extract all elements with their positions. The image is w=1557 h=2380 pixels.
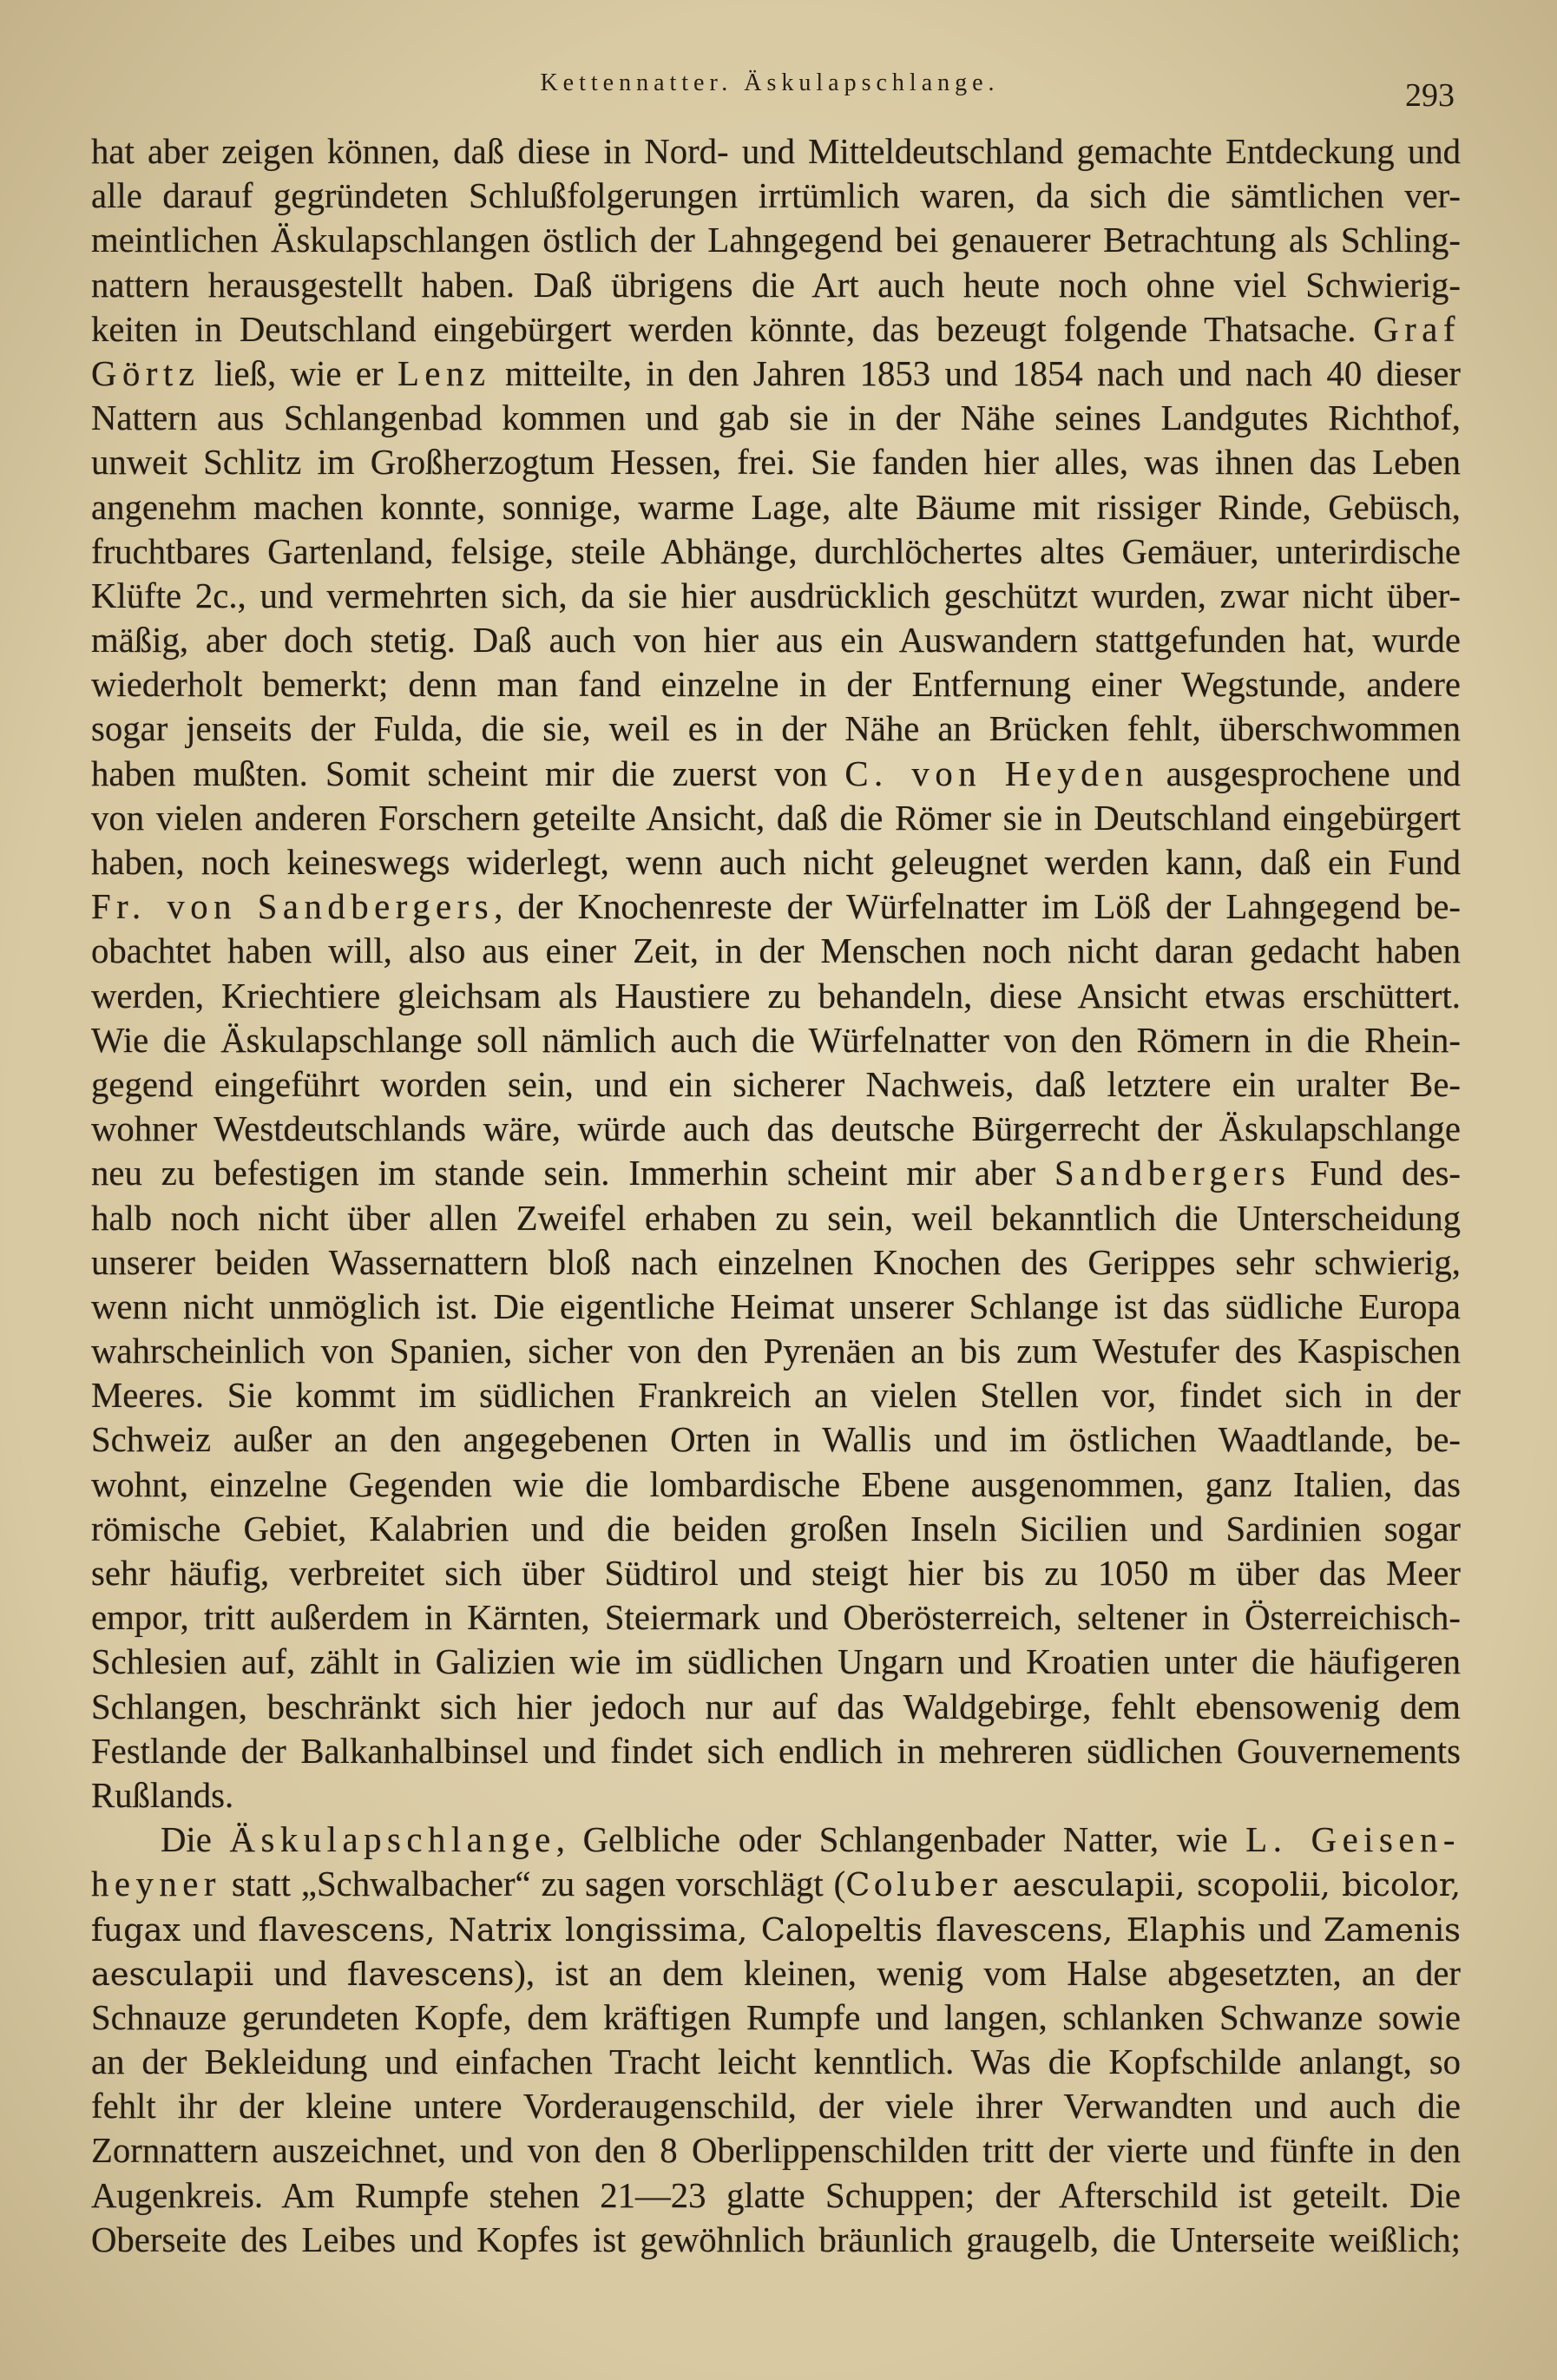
- text-line: [91, 1862, 1461, 1906]
- line-text: Nattern aus Schlangenbad kommen und gab sie in der Nähe seines Landgutes Richthof,: [91, 398, 1461, 438]
- text-line: [91, 929, 1461, 973]
- line-text: [91, 1954, 1461, 1993]
- line-text: wenn nicht unmöglich ist. Die eigentliche Heimat unserer Schlange ist das südliche Europa: [91, 1286, 1461, 1326]
- text-line: [91, 2218, 1461, 2262]
- emphasized-text: L. Geisen-: [1245, 1820, 1461, 1860]
- text-line: [91, 352, 1461, 396]
- body-text: keiten in Deutschland eingebürgert werden könnte, das bezeugt folgende Thatsache.: [91, 309, 1374, 349]
- running-title: Kettennatter. Äskulapschlange.: [540, 69, 1000, 96]
- line-text: empor, tritt außerdem in Kärnten, Steiermark und Oberösterreich, seltener in Österreichisch-: [91, 1598, 1461, 1638]
- text-line: [91, 707, 1461, 751]
- paragraph: [91, 1818, 1461, 2262]
- text-line: [91, 1507, 1461, 1551]
- latin-name-emphasized-text: Coluber: [845, 1866, 1002, 1904]
- latin-name-text: Zamenis: [1324, 1910, 1461, 1949]
- text-line: [91, 263, 1461, 307]
- text-line: [91, 1285, 1461, 1329]
- text-line: [91, 1773, 1461, 1818]
- text-line: [91, 752, 1461, 796]
- line-text: Schnauze gerundeten Kopfe, dem kräftigen Rumpfe und langen, schlanken Schwanze sowie: [91, 1997, 1461, 2037]
- emphasized-text: C. von Heyden: [844, 753, 1149, 793]
- text-line: [91, 1018, 1461, 1062]
- line-text: Oberseite des Leibes und Kopfes ist gewöhnlich bräunlich graugelb, die Unterseite weißlich;: [91, 2219, 1461, 2259]
- text-line: [91, 129, 1461, 174]
- body-text: , Gelbliche oder Schlangenbader Natter, wie: [555, 1820, 1246, 1860]
- text-line: [91, 2173, 1461, 2218]
- line-text: Schlesien auf, zählt in Galizien wie im südlichen Ungarn und Kroatien unter die häufigeren: [91, 1642, 1461, 1682]
- body-text: und: [181, 1909, 259, 1949]
- line-text: angenehm machen konnte, sonnige, warme Lage, alte Bäume mit rissiger Rinde, Gebüsch,: [91, 487, 1461, 527]
- body-text: mitteilte, in den Jahren 1853 und 1854 nach und nach 40 dieser: [490, 353, 1461, 393]
- emphasized-text: Sandbergers: [1054, 1154, 1291, 1193]
- emphasized-text: Äskulapschlange: [229, 1820, 556, 1860]
- text-line: [91, 2040, 1461, 2084]
- paragraph: [91, 129, 1461, 1818]
- body-text: Fund des-: [1291, 1154, 1461, 1193]
- line-text: mäßig, aber doch stetig. Daß auch von hier aus ein Auswandern stattgefunden hat, wurde: [91, 621, 1461, 661]
- text-line: [91, 307, 1461, 352]
- body-text: ließ, wie er: [200, 353, 397, 393]
- text-line: [91, 1196, 1461, 1240]
- latin-name-text: flavescens, Natrix longissima, Calopeltis flavescens, Elaphis: [258, 1910, 1246, 1949]
- line-text: alle darauf gegründeten Schlußfolgerungen irrtümlich waren, da sich die sämtlichen ver-: [91, 176, 1461, 216]
- line-text: nattern herausgestellt haben. Daß übrigens die Art auch heute noch ohne viel Schwierig-: [91, 265, 1461, 305]
- line-text: wohnt, einzelne Gegenden wie die lombardische Ebene ausgenommen, ganz Italien, das: [91, 1464, 1461, 1504]
- text-line: [91, 1951, 1461, 1995]
- line-text: [91, 1154, 1461, 1193]
- line-text: Schweiz außer an den angegebenen Orten in Wallis und im östlichen Waadtlande, be-: [91, 1420, 1461, 1460]
- latin-name-text: flavescens: [347, 1955, 515, 1993]
- page-number: 293: [1405, 77, 1455, 114]
- text-line: [91, 440, 1461, 484]
- line-text: gegend eingeführt worden sein, und ein sicherer Nachweis, daß letztere ein uralter Be-: [91, 1064, 1461, 1104]
- text-line: [91, 529, 1461, 574]
- line-text: wahrscheinlich von Spanien, sicher von den Pyrenäen an bis zum Westufer des Kaspischen: [91, 1331, 1461, 1371]
- line-text: halb noch nicht über allen Zweifel erhaben zu sein, weil bekanntlich die Unterscheidung: [91, 1198, 1461, 1238]
- line-text: Festlande der Balkanhalbinsel und findet sich endlich in mehreren südlichen Gouvernements: [91, 1731, 1461, 1771]
- body-text: und: [1245, 1909, 1324, 1949]
- line-text: [91, 310, 1461, 349]
- body-text: Die: [161, 1820, 230, 1860]
- line-text: unserer beiden Wassernattern bloß nach einzelnen Knochen des Gerippes sehr schwierig,: [91, 1242, 1461, 1282]
- text-line: [91, 485, 1461, 529]
- latin-name-text: aesculapii, scopolii, bicolor,: [1001, 1866, 1461, 1904]
- line-text: an der Bekleidung und einfachen Tracht leicht kenntlich. Was die Kopfschilde anlangt, so: [91, 2042, 1461, 2082]
- text-line: [91, 796, 1461, 840]
- text-line: [91, 974, 1461, 1018]
- text-line: [91, 840, 1461, 884]
- line-text: [91, 887, 1461, 926]
- text-line: [91, 1818, 1461, 1862]
- line-text: hat aber zeigen können, daß diese in Nord- und Mitteldeutschland gemachte Entdeckung und: [91, 132, 1461, 171]
- latin-name-text: fugax: [91, 1910, 181, 1949]
- body-text: statt „Schwalbacher“ zu sagen vorschlägt (: [221, 1864, 846, 1904]
- emphasized-text: Lenz: [397, 353, 491, 393]
- line-text: Augenkreis. Am Rumpfe stehen 21—23 glatte Schuppen; der Afterschild ist geteilt. Die: [91, 2175, 1461, 2215]
- line-text: [91, 1910, 1461, 1949]
- line-text: Klüfte 2c., und vermehrten sich, da sie hier ausdrücklich geschützt wurden, zwar nicht über-: [91, 575, 1461, 615]
- line-text: von vielen anderen Forschern geteilte Ansicht, daß die Römer sie in Deutschland eingebürgert: [91, 798, 1461, 838]
- text-line: [91, 1062, 1461, 1107]
- body-text: , der Knochenreste der Würfelnatter im Löß der Lahngegend be-: [494, 887, 1461, 927]
- body-text: ), ist an dem kleinen, wenig vom Halse abgesetzten, an der: [514, 1953, 1461, 1993]
- text-line: [91, 1240, 1461, 1285]
- text-line: [91, 396, 1461, 440]
- line-text: meintlichen Äskulapschlangen östlich der Lahngegend bei genauerer Betrachtung als Schling-: [91, 220, 1461, 260]
- line-text: Wie die Äskulapschlange soll nämlich auch die Würfelnatter von den Römern in die Rhein-: [91, 1020, 1461, 1060]
- text-line: [91, 1329, 1461, 1373]
- text-line: [91, 174, 1461, 218]
- line-text: Schlangen, beschränkt sich hier jedoch nur auf das Waldgebirge, fehlt ebensowenig dem: [91, 1686, 1461, 1726]
- text-line: [91, 218, 1461, 262]
- line-text: fehlt ihr der kleine untere Vorderaugenschild, der viele ihrer Verwandten und auch die: [91, 2087, 1461, 2127]
- text-line: [91, 2128, 1461, 2173]
- text-line: [91, 1685, 1461, 1729]
- line-text: Meeres. Sie kommt im südlichen Frankreich an vielen Stellen vor, findet sich in der: [91, 1376, 1461, 1416]
- text-line: [91, 618, 1461, 662]
- line-text: werden, Kriechtiere gleichsam als Haustiere zu behandeln, diese Ansicht etwas erschüttert.: [91, 976, 1461, 1016]
- text-line: [91, 2084, 1461, 2128]
- line-text: [91, 354, 1461, 393]
- body-text: haben mußten. Somit scheint mir die zuerst von: [91, 753, 845, 793]
- text-line: [91, 1373, 1461, 1417]
- text-line: [91, 1995, 1461, 2040]
- text-line: [91, 1151, 1461, 1195]
- line-text: sehr häufig, verbreitet sich über Südtirol und steigt hier bis zu 1050 m über das Meer: [91, 1554, 1461, 1593]
- line-text: haben, noch keineswegs widerlegt, wenn auch nicht geleugnet werden kann, daß ein Fund: [91, 843, 1461, 882]
- line-text: unweit Schlitz im Großherzogtum Hessen, frei. Sie fanden hier alles, was ihnen das Leben: [91, 443, 1461, 483]
- line-text: Rußlands.: [91, 1775, 234, 1815]
- line-text: [91, 1864, 1461, 1903]
- text-line: [91, 574, 1461, 618]
- line-text: wohner Westdeutschlands wäre, würde auch das deutsche Bürgerrecht der Äskulapschlange: [91, 1109, 1461, 1149]
- text-line: [91, 1907, 1461, 1951]
- text-line: [91, 1551, 1461, 1595]
- line-text: [161, 1820, 1461, 1859]
- text-line: [91, 662, 1461, 707]
- line-text: [91, 754, 1461, 793]
- line-text: sogar jenseits der Fulda, die sie, weil es in der Nähe an Brücken fehlt, überschwommen: [91, 709, 1461, 749]
- body-text: ausgesprochene und: [1148, 753, 1461, 793]
- line-text: fruchtbares Gartenland, felsige, steile Abhänge, durchlöchertes altes Gemäuer, unterirdische: [91, 531, 1461, 571]
- text-line: [91, 884, 1461, 929]
- emphasized-text: Graf: [1373, 309, 1461, 349]
- text-line: [91, 1417, 1461, 1462]
- latin-name-text: aesculapii: [91, 1955, 254, 1993]
- body-text: und: [253, 1953, 348, 1993]
- emphasized-text: heyner: [91, 1864, 221, 1904]
- page-body: [91, 129, 1461, 2262]
- text-line: [91, 1729, 1461, 1773]
- line-text: wiederholt bemerkt; denn man fand einzelne in der Entfernung einer Wegstunde, andere: [91, 665, 1461, 705]
- text-line: [91, 1640, 1461, 1684]
- line-text: obachtet haben will, also aus einer Zeit, in der Menschen noch nicht daran gedacht haben: [91, 931, 1461, 971]
- body-text: neu zu befestigen im stande sein. Immerhin scheint mir aber: [91, 1154, 1054, 1193]
- text-line: [91, 1463, 1461, 1507]
- emphasized-text: Görtz: [91, 353, 200, 393]
- line-text: Zornnattern auszeichnet, und von den 8 Oberlippenschilden tritt der vierte und fünfte in den: [91, 2131, 1461, 2171]
- text-line: [91, 1107, 1461, 1151]
- text-line: [91, 1595, 1461, 1640]
- line-text: römische Gebiet, Kalabrien und die beiden großen Inseln Sicilien und Sardinien sogar: [91, 1509, 1461, 1548]
- emphasized-text: Fr. von Sandbergers: [91, 887, 495, 927]
